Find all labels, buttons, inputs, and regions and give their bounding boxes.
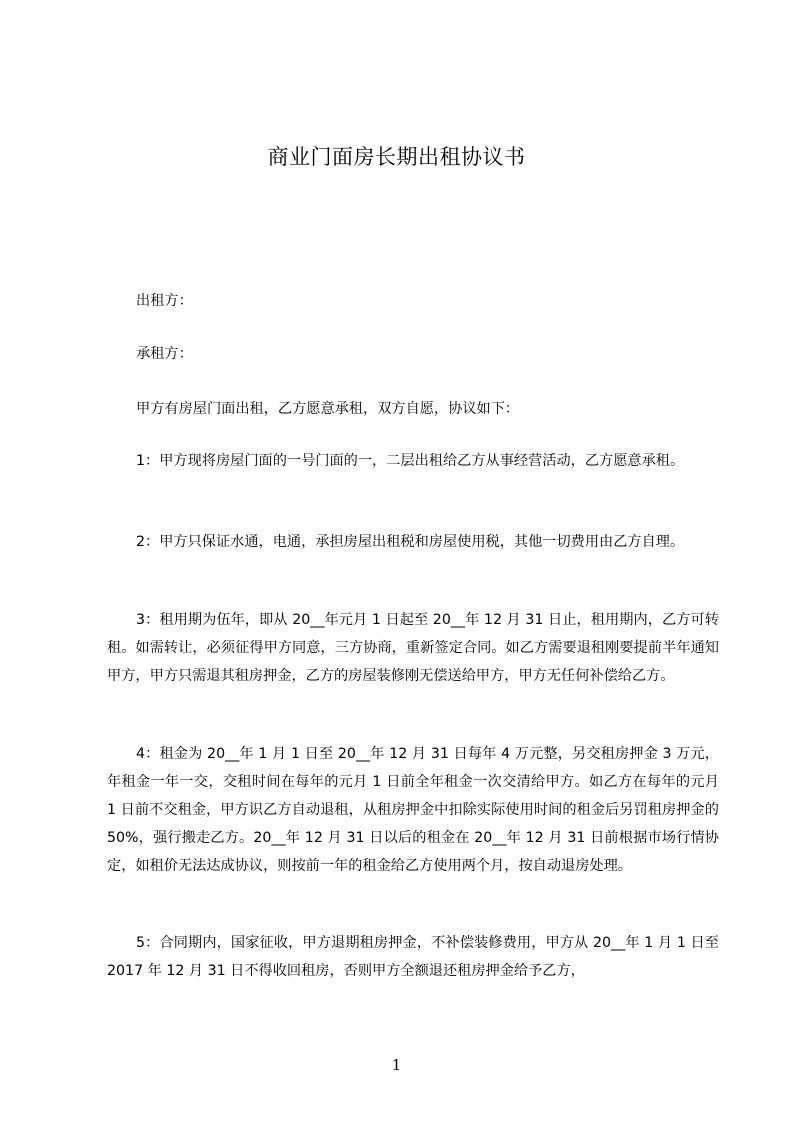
clause-3: 3：租用期为伍年，即从 20__年元月 1 日起至 20__年 12 月 31 日止，租用期内，乙方可转租。如需转让，必须征得甲方同意，三方协商，重新签定合同。如乙方需要退租刚要提前半年通知甲方，甲方只需退其租房押金，乙方的房屋装修刚无偿送给甲方，甲方无任何补偿给乙方。 xyxy=(107,612,719,684)
document-title: 商业门面房长期出租协议书 xyxy=(267,145,526,169)
intro-paragraph: 甲方有房屋门面出租，乙方愿意承租，双方自愿，协议如下： xyxy=(136,401,520,417)
clause-5: 5：合同期内，国家征收，甲方退期租房押金，不补偿装修费用，甲方从 20__年 1 月 1 日至 2017 年 12 月 31 日不得收回租房，否则甲方全额退还租房押金给予乙方， xyxy=(107,935,719,979)
page-number: 1 xyxy=(391,1056,402,1074)
lessor-line: 出租方： xyxy=(136,293,193,309)
clause-1: 1：甲方现将房屋门面的一号门面的一，二层出租给乙方从事经营活动，乙方愿意承租。 xyxy=(136,453,685,469)
clause-2: 2：甲方只保证水通，电通，承担房屋出租税和房屋使用税，其他一切费用由乙方自理。 xyxy=(136,534,685,550)
lessee-line: 承租方： xyxy=(136,346,193,362)
clause-4: 4：租金为 20__年 1 月 1 日至 20__年 12 月 31 日每年 4 万元整，另交租房押金 3 万元，年租金一年一交，交租时间在每年的元月 1 日前全年租金一次交清给甲方。如乙方在每年的元月 1 日前不交租金，甲方识乙方自动退租，从租房押金中扣除实际使用时间的租金后另罚租房押金的 50%，强行搬走乙方。20__年 12 月 31 日以后的租金在 20__年 12 月 31 日前根据市场行情协定，如租价无法达成协议，则按前一年的租金给乙方使用两个月，按自动退房处理。 xyxy=(107,746,719,874)
